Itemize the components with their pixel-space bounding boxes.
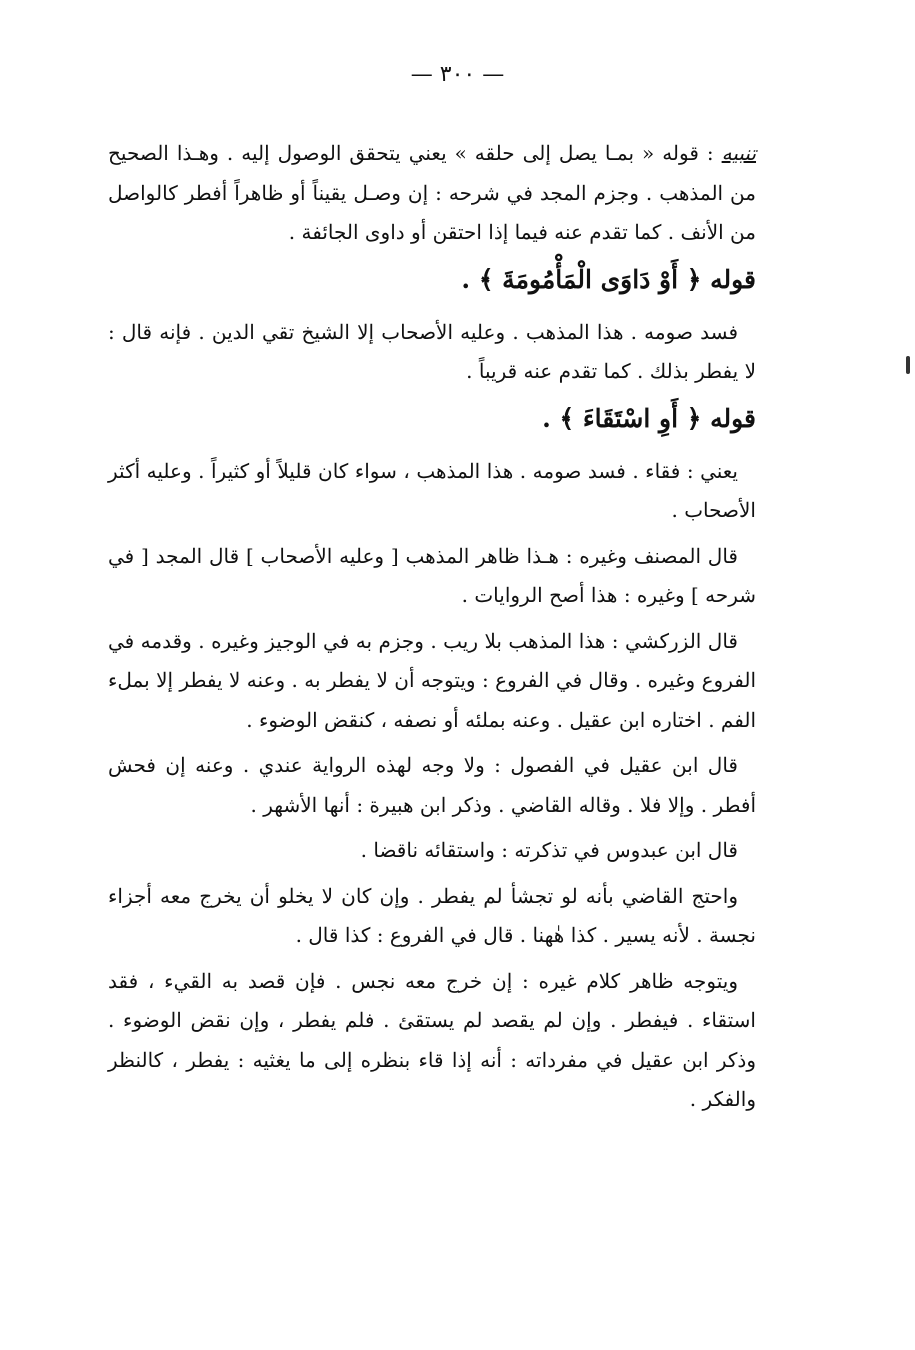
paragraph: قال الزركشي : هذا المذهب بلا ريب . وجزم به في الوجيز وغيره . وقدمه في الفروع وغيره . وقال في الفروع : ويتوجه أن لا يفطر به . وعنه لا يفطر إلا بملء الفم . اختاره ابن عقيل . وعنه بملئه أو نصفه ، كنقض الوضوء . bbox=[108, 628, 756, 732]
paragraph: قال المصنف وغيره : هـذا ظاهر المذهب [ وعليه الأصحاب ] قال المجد [ في شرحه ] وغيره : هذا أصح الروايات . bbox=[108, 543, 756, 607]
paragraph: ويتوجه ظاهر كلام غيره : إن خرج معه نجس . فإن قصد به القيء ، فقد استقاء . فيفطر . وإن لم يقصد لم يستقئ . فلم يفطر ، وإن نقض الوضوء . وذكر ابن عقيل في مفرداته : أنه إذا قاء بنظره إلى ما يغثيه : يفطر ، كالنظر والفكر . bbox=[108, 968, 756, 1111]
page-number: — ٣٠٠ — bbox=[410, 62, 505, 87]
paragraph: واحتج القاضي بأنه لو تجشأ لم يفطر . وإن كان لا يخلو أن يخرج معه أجزاء نجسة . لأنه يسير . كذا هٰهنا . قال في الفروع : كذا قال . bbox=[108, 883, 756, 947]
margin-mark bbox=[906, 356, 910, 374]
paragraph: يعني : فقاء . فسد صومه . هذا المذهب ، سواء كان قليلاً أو كثيراً . وعليه أكثر الأصحاب . bbox=[108, 458, 756, 522]
paragraph: فسد صومه . هذا المذهب . وعليه الأصحاب إلا الشيخ تقي الدين . فإنه قال : لا يفطر بذلك . كما تقدم عنه قريباً . bbox=[108, 319, 756, 383]
paragraph: قال ابن عقيل في الفصول : ولا وجه لهذه الرواية عندي . وعنه إن فحش أفطر . وإلا فلا . وقاله القاضي . وذكر ابن هبيرة : أنها الأشهر . bbox=[108, 753, 756, 817]
section-heading-istiqa: قوله ﴿ أَوِ اسْتَقَاءَ ﴾ . bbox=[542, 403, 756, 433]
paragraph: قال ابن عبدوس في تذكرته : واستقائه ناقضا . bbox=[360, 838, 738, 862]
note-label: تنبيه bbox=[721, 141, 757, 165]
section-heading-mamuma: قوله ﴿ أَوْ دَاوَى الْمَأْمُومَةَ ﴾ . bbox=[461, 264, 756, 294]
note-paragraph bbox=[108, 134, 756, 253]
text-body bbox=[108, 134, 756, 1126]
note-text: : قوله « بمـا يصل إلى حلقه » يعني يتحقق الوصول إليه . وهـذا الصحيح من المذهب . وجزم المجد في شرحه : إن وصـل يقيناً أو ظاهراً أفطر كالواصل من الأنف . كما تقدم عنه فيما إذا احتقن أو داوى الجائفة . bbox=[108, 141, 756, 244]
